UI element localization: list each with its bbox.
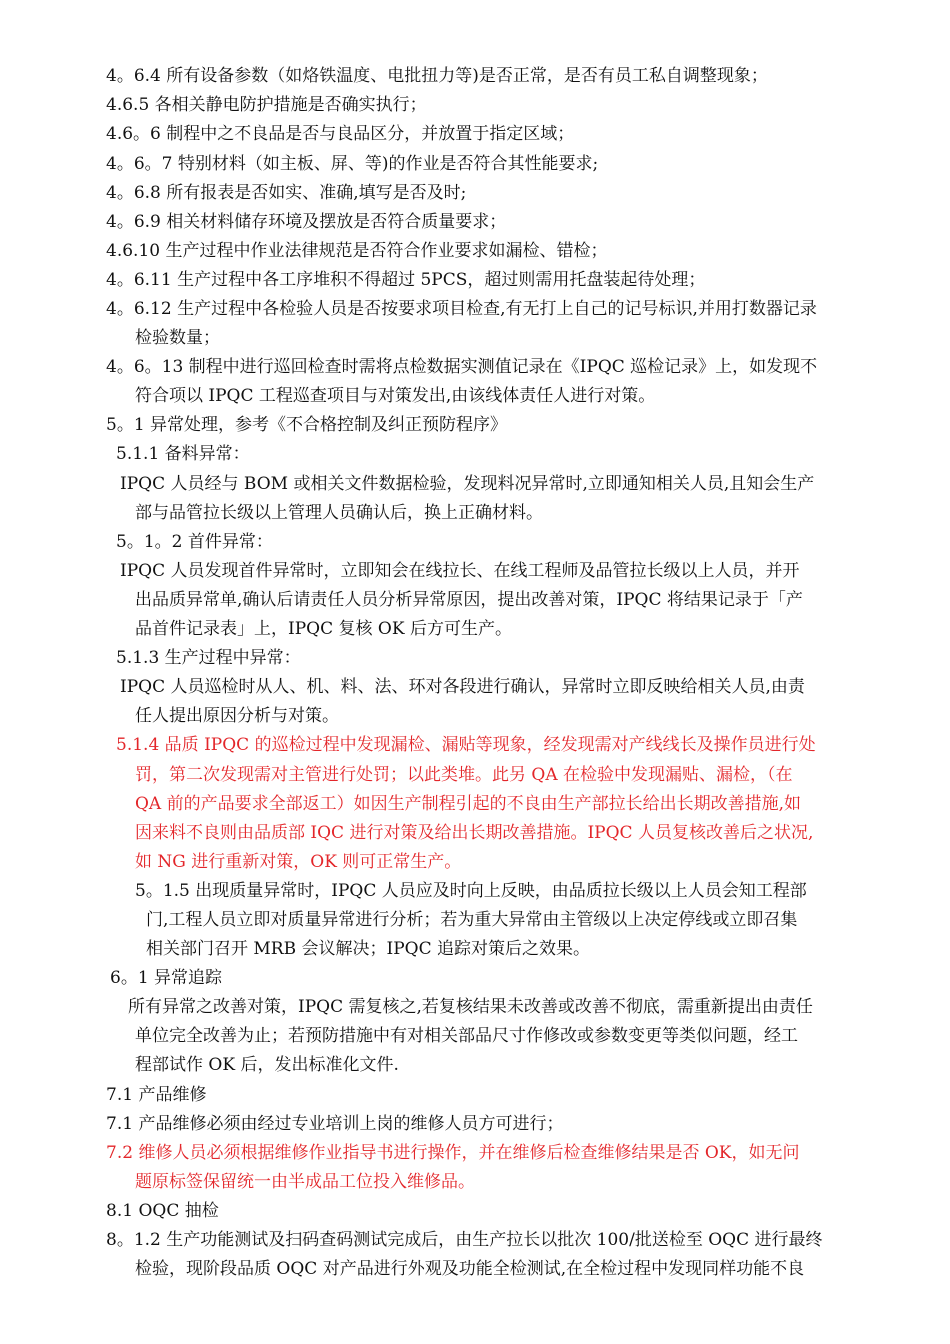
heading-8-1: 8.1 OQC 抽检 — [106, 1201, 219, 1221]
para-6-1-a: 所有异常之改善对策，IPQC 需复核之,若复核结果未改善或改善不彻底，需重新提出由责任 — [128, 997, 813, 1017]
para-5-1-5-a: 5。1.5 出现质量异常时，IPQC 人员应及时向上反映，由品质拉长级以上人员会知工程部 — [135, 881, 807, 901]
heading-5-1-1: 5.1.1 备料异常： — [116, 444, 250, 464]
para-5-1-2-c: 品首件记录表」上，IPQC 复核 OK 后方可生产。 — [135, 619, 512, 639]
para-5-1-5-b: 门,工程人员立即对质量异常进行分析；若为重大异常由主管级以上决定停线或立即召集 — [146, 910, 798, 930]
clause-4-6-8: 4。6.8 所有报表是否如实、准确,填写是否及时; — [106, 183, 467, 203]
clause-4-6-7: 4。6。7 特别材料（如主板、屏、等)的作业是否符合其性能要求; — [106, 154, 599, 174]
para-5-1-5-c: 相关部门召开 MRB 会议解决；IPQC 追踪对策后之效果。 — [146, 939, 591, 959]
heading-7-1: 7.1 产品维修 — [106, 1085, 207, 1105]
para-5-1-1: IPQC 人员经与 BOM 或相关文件数据检验，发现料况异常时,立即通知相关人员,且知会生产 — [120, 474, 815, 494]
clause-4-6-12-cont: 检验数量； — [135, 328, 220, 348]
clause-4-6-12: 4。6.12 生产过程中各检验人员是否按要求项目检查,有无打上自己的记号标识,并用打数器记录 — [106, 299, 817, 319]
heading-5-1-2: 5。1。2 首件异常： — [116, 532, 273, 552]
heading-6-1: 6。1 异常追踪 — [110, 968, 223, 988]
para-5-1-3-cont: 任人提出原因分析与对策。 — [135, 706, 339, 726]
para-6-1-b: 单位完全改善为止；若预防措施中有对相关部品尺寸作修改或参数变更等类似问题，经工 — [135, 1026, 798, 1046]
clause-4-6-4: 4。6.4 所有设备参数（如烙铁温度、电批扭力等)是否正常，是否有员工私自调整现象； — [106, 66, 768, 86]
para-5-1-4-e: 如 NG 进行重新对策，OK 则可正常生产。 — [135, 852, 462, 872]
clause-4-6-6: 4.6。6 制程中之不良品是否与良品区分，并放置于指定区域； — [106, 124, 575, 144]
para-5-1-2-a: IPQC 人员发现首件异常时，立即知会在线拉长、在线工程师及品管拉长级以上人员，并开 — [120, 561, 800, 581]
para-5-1-2-b: 出品质异常单,确认后请责任人员分析异常原因，提出改善对策，IPQC 将结果记录于「产 — [135, 590, 803, 610]
para-6-1-c: 程部试作 OK 后，发出标准化文件. — [135, 1055, 399, 1075]
clause-4-6-10: 4.6.10 生产过程中作业法律规范是否符合作业要求如漏检、错检； — [106, 241, 608, 261]
para-5-1-4-b: 罚，第二次发现需对主管进行处罚；以此类堆。此另 QA 在检验中发现漏贴、漏检，（在 — [135, 765, 793, 785]
clause-4-6-11: 4。6.11 生产过程中各工序堆积不得超过 5PCS，超过则需用托盘装起待处理； — [106, 270, 706, 290]
clause-4-6-5: 4.6.5 各相关静电防护措施是否确实执行； — [106, 95, 427, 115]
clause-4-6-13: 4。6。13 制程中进行巡回检查时需将点检数据实测值记录在《IPQC 巡检记录》上，如发现不 — [106, 357, 818, 377]
para-5-1-4-c: QA 前的产品要求全部返工）如因生产制程引起的不良由生产部拉长给出长期改善措施,如 — [135, 794, 802, 814]
clause-8-1-2-cont: 检验，现阶段品质 OQC 对产品进行外观及功能全检测试,在全检过程中发现同样功能不良 — [135, 1259, 805, 1279]
para-5-1-4-a: 5.1.4 品质 IPQC 的巡检过程中发现漏检、漏贴等现象，经发现需对产线线长及操作员进行处 — [116, 735, 816, 755]
clause-4-6-13-cont: 符合项以 IPQC 工程巡查项目与对策发出,由该线体责任人进行对策。 — [135, 386, 656, 406]
heading-5-1-3: 5.1.3 生产过程中异常： — [116, 648, 301, 668]
clause-4-6-9: 4。6.9 相关材料储存环境及摆放是否符合质量要求； — [106, 212, 507, 232]
clause-7-1: 7.1 产品维修必须由经过专业培训上岗的维修人员方可进行； — [106, 1114, 564, 1134]
para-5-1-3: IPQC 人员巡检时从人、机、料、法、环对各段进行确认，异常时立即反映给相关人员,由责 — [120, 677, 805, 697]
clause-7-2: 7.2 维修人员必须根据维修作业指导书进行操作，并在维修后检查维修结果是否 OK，如无问 — [106, 1143, 800, 1163]
para-5-1-1-cont: 部与品管拉长级以上管理人员确认后，换上正确材料。 — [135, 503, 543, 523]
clause-7-2-cont: 题原标签保留统一由半成品工位投入维修品。 — [135, 1172, 475, 1192]
clause-8-1-2: 8。1.2 生产功能测试及扫码查码测试完成后，由生产拉长以批次 100/批送检至 OQC 进行最终 — [106, 1230, 823, 1250]
para-5-1-4-d: 因来料不良则由品质部 IQC 进行对策及给出长期改善措施。IPQC 人员复核改善后之状况, — [135, 823, 814, 843]
heading-5-1: 5。1 异常处理，参考《不合格控制及纠正预防程序》 — [106, 415, 508, 435]
